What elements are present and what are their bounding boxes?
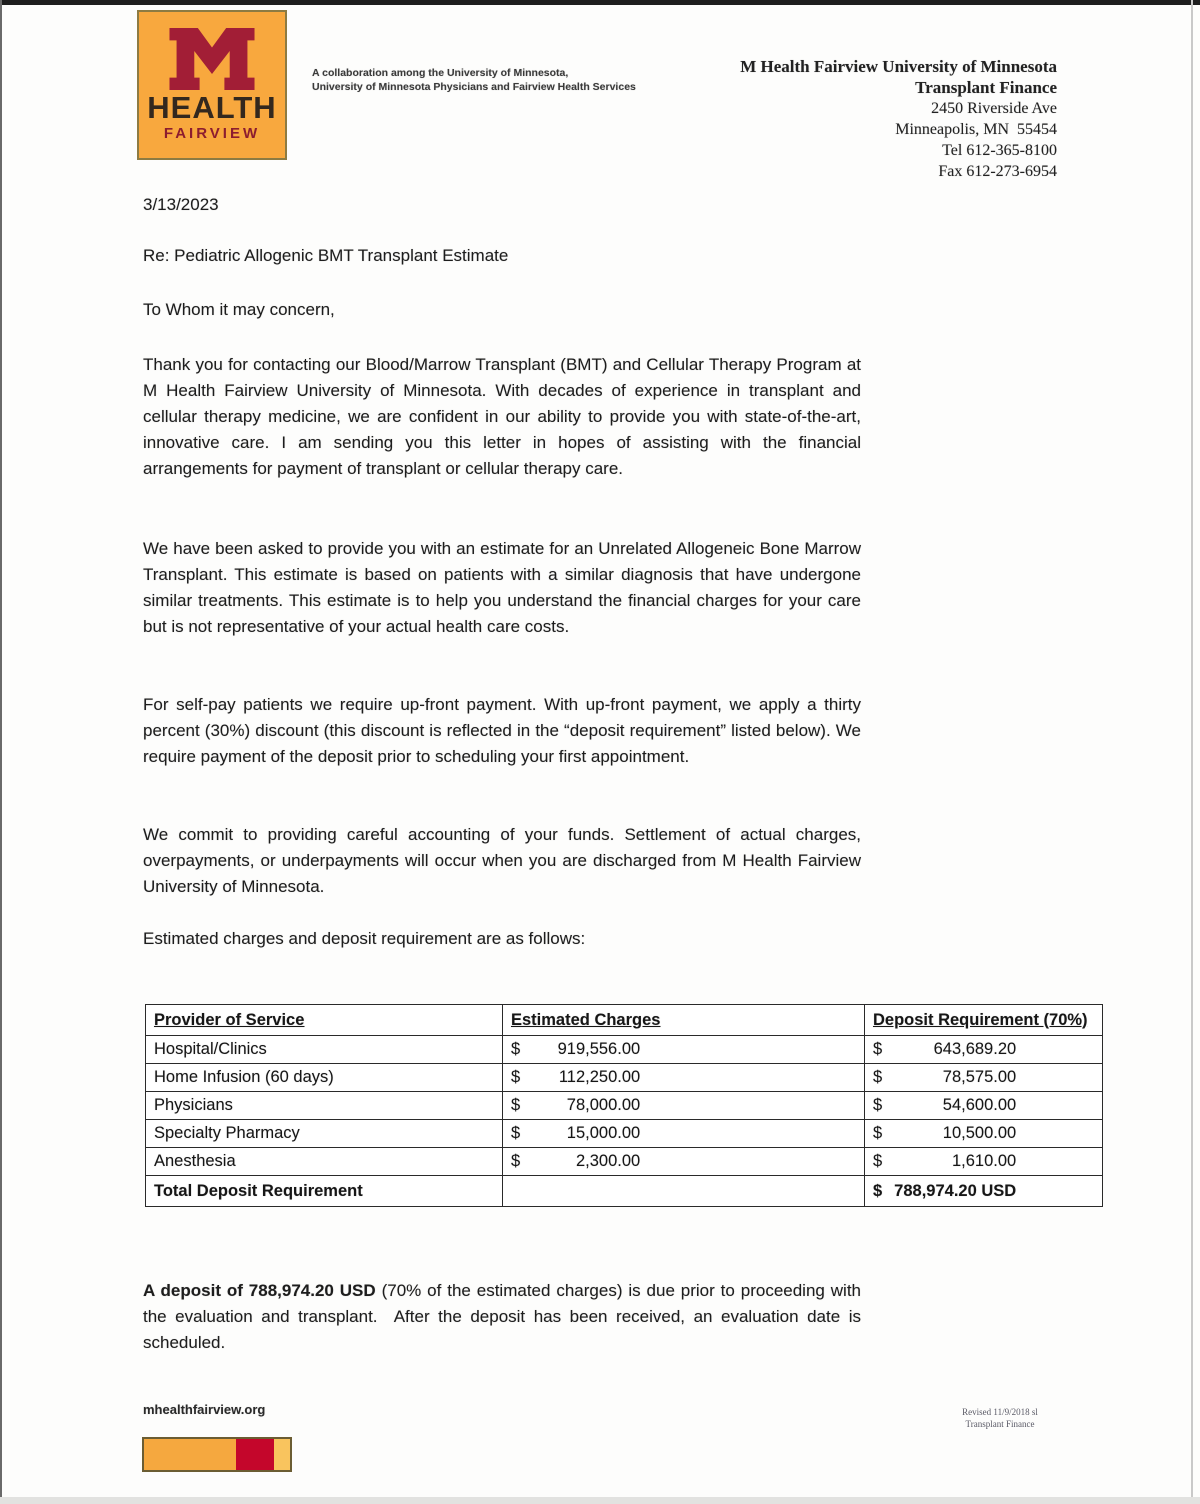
revision-line-1: Revised 11/9/2018 sl	[962, 1407, 1038, 1417]
letterhead-tel: Tel 612-365-8100	[942, 142, 1057, 159]
table-row	[146, 1120, 1103, 1148]
letterhead-dept: Transplant Finance	[915, 78, 1057, 97]
collaboration-line-2: University of Minnesota Physicians and Fairview Health Services	[312, 81, 636, 93]
table-intro: Estimated charges and deposit requirement are as follows:	[143, 929, 586, 948]
cell-provider: Anesthesia	[146, 1148, 503, 1176]
letter-date: 3/13/2023	[143, 195, 219, 214]
footer-bar-tail-segment	[274, 1439, 290, 1470]
scan-edge-right	[1191, 0, 1193, 1504]
cell-provider: Specialty Pharmacy	[146, 1120, 503, 1148]
block-m-icon	[166, 28, 258, 90]
cell-charges: $ 78,000.00	[503, 1092, 865, 1120]
cell-charges: $ 919,556.00	[503, 1036, 865, 1064]
scan-edge-bottom	[0, 1497, 1200, 1504]
total-amount: $ 788,974.20 USD	[865, 1176, 1103, 1207]
charges-table	[145, 1004, 1103, 1207]
deposit-note-bold: A deposit of 788,974.20 USD	[143, 1281, 376, 1300]
paragraph-3: For self-pay patients we require up-front payment. With up-front payment, we apply a thirty percent (30%) discount (this discount is reflected in the “deposit requirement” listed below). We require payment of the deposit prior to scheduling your first appointment.	[143, 695, 861, 766]
letter-subject: Re: Pediatric Allogenic BMT Transplant Estimate	[143, 246, 509, 265]
table-row	[146, 1092, 1103, 1120]
letter-salutation: To Whom it may concern,	[143, 300, 335, 319]
cell-provider: Physicians	[146, 1092, 503, 1120]
website-text: mhealthfairview.org	[143, 1402, 266, 1417]
logo-health-text: HEALTH	[147, 90, 277, 125]
footer-bar-red-segment	[236, 1439, 274, 1470]
header-provider: Provider of Service	[146, 1005, 503, 1036]
cell-charges: $ 112,250.00	[503, 1064, 865, 1092]
cell-deposit: $ 78,575.00	[865, 1064, 1103, 1092]
cell-deposit: $ 10,500.00	[865, 1120, 1103, 1148]
logo-fairview-text: FAIRVIEW	[163, 125, 261, 142]
header-charges: Estimated Charges	[503, 1005, 865, 1036]
table-header-row	[146, 1005, 1103, 1036]
table-row	[146, 1064, 1103, 1092]
revision-line-2: Transplant Finance	[965, 1419, 1035, 1429]
footer-brand-bar	[142, 1437, 292, 1472]
table-total-row	[146, 1176, 1103, 1207]
cell-provider: Home Infusion (60 days)	[146, 1064, 503, 1092]
revision-note	[930, 1406, 1070, 1430]
letterhead-address-block	[577, 56, 1057, 182]
header-deposit: Deposit Requirement (70%)	[865, 1005, 1103, 1036]
cell-deposit: $ 1,610.00	[865, 1148, 1103, 1176]
estimate-table	[145, 1004, 1103, 1207]
cell-deposit: $ 643,689.20	[865, 1036, 1103, 1064]
deposit-note	[143, 1278, 861, 1356]
letterhead-org: M Health Fairview University of Minnesota	[740, 57, 1057, 76]
paragraph-1: Thank you for contacting our Blood/Marrow Transplant (BMT) and Cellular Therapy Program at M Health Fairview University of Minnesota. With decades of experience in transplant and cellular therapy medicine, we are confident in our ability to provide you with state-of-the-art, innovative care. I am sending you this letter in hopes of assisting with the financial arrangements for payment of transplant or cellular therapy care.	[143, 355, 861, 478]
deposit-note-rest: (70% of the estimated charges) is due prior to proceeding with the evaluation and transplant. After the deposit has been received, an evaluation date is scheduled.	[143, 1281, 861, 1352]
mhealth-fairview-logo	[137, 10, 287, 160]
cell-provider: Hospital/Clinics	[146, 1036, 503, 1064]
total-empty	[503, 1176, 865, 1207]
letterhead-street: 2450 Riverside Ave	[931, 100, 1057, 117]
total-label: Total Deposit Requirement	[146, 1176, 503, 1207]
collaboration-line-1: A collaboration among the University of Minnesota,	[312, 67, 569, 79]
letterhead-city: Minneapolis, MN 55454	[895, 121, 1057, 138]
table-row	[146, 1148, 1103, 1176]
cell-charges: $ 15,000.00	[503, 1120, 865, 1148]
cell-deposit: $ 54,600.00	[865, 1092, 1103, 1120]
scan-edge-top	[0, 0, 1200, 5]
scan-edge-left	[0, 0, 2, 1504]
letterhead-fax: Fax 612-273-6954	[938, 163, 1057, 180]
table-row	[146, 1036, 1103, 1064]
paragraph-4: We commit to providing careful accounting of your funds. Settlement of actual charges, overpayments, or underpayments will occur when you are discharged from M Health Fairview University of Minnesota.	[143, 825, 861, 896]
paragraph-2: We have been asked to provide you with an estimate for an Unrelated Allogeneic Bone Marrow Transplant. This estimate is based on patients with a similar diagnosis that have undergone similar treatments. This estimate is to help you understand the financial charges for your care but is not representative of your actual health care costs.	[143, 539, 861, 636]
cell-charges: $ 2,300.00	[503, 1148, 865, 1176]
